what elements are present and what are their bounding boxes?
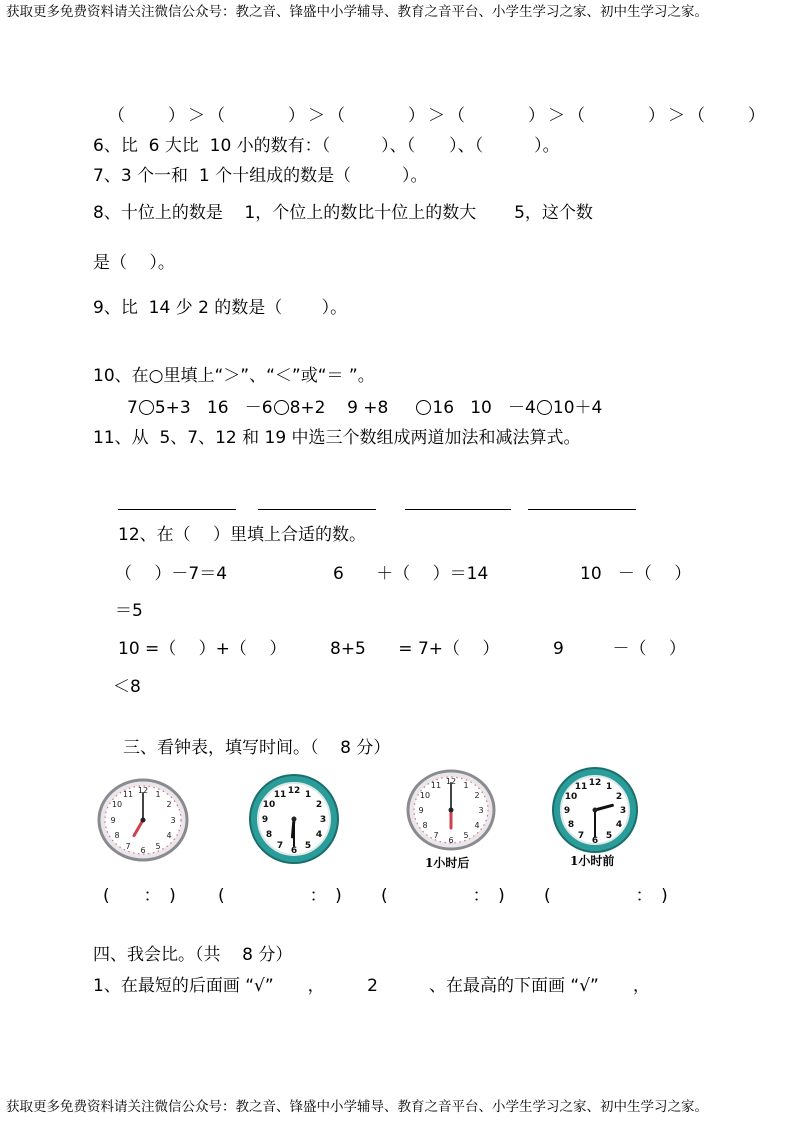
- clock-answer-4[interactable]: ( ： ): [544, 886, 668, 906]
- svg-text:11: 11: [430, 781, 442, 790]
- svg-text:1: 1: [605, 782, 613, 792]
- svg-text:6: 6: [591, 836, 599, 846]
- svg-text:2: 2: [615, 792, 623, 802]
- svg-text:7: 7: [433, 831, 439, 840]
- svg-text:7: 7: [125, 842, 131, 851]
- q12-row1-d: ＝5: [115, 601, 143, 621]
- page-header: 获取更多免费资料请关注微信公众号：教之音、锋盛中小学辅导、教育之音平台、小学生学习之家、初中生学习之家。: [6, 4, 708, 20]
- q12-row2-a: 10 =（ ）+（ ）: [118, 639, 287, 659]
- clock-4: [550, 766, 640, 854]
- question-8-line2: 是（ ）。: [93, 253, 175, 273]
- svg-text:3: 3: [619, 806, 627, 816]
- svg-text:4: 4: [474, 821, 480, 830]
- section4-title: 四、我会比。（共 8 分）: [93, 945, 293, 965]
- svg-text:4: 4: [615, 820, 623, 830]
- svg-text:1: 1: [463, 781, 469, 790]
- hour-hand: [292, 819, 294, 837]
- svg-text:8: 8: [422, 821, 428, 830]
- svg-text:1: 1: [155, 790, 161, 799]
- svg-text:5: 5: [463, 831, 469, 840]
- q12-row1-a: （ ）－7＝4: [115, 564, 228, 584]
- compare-circle[interactable]: [139, 400, 154, 415]
- svg-text:12: 12: [137, 786, 149, 795]
- compare-circle[interactable]: [274, 400, 289, 415]
- clock-answer-2[interactable]: ( ： ): [218, 886, 342, 906]
- clock-center: [292, 817, 297, 822]
- clock-center: [449, 808, 454, 813]
- svg-text:3: 3: [170, 816, 176, 825]
- svg-text:6: 6: [140, 846, 146, 855]
- question-8-line1: 8、十位上的数是 1，个位上的数比十位上的数大 5，这个数: [93, 203, 593, 223]
- order-row: （ ）＞（ ）＞（ ）＞（ ）＞（ ）＞（ ）: [108, 106, 768, 126]
- clock-center: [593, 808, 598, 813]
- svg-text:7: 7: [577, 831, 585, 841]
- q10-item: 10＋4: [552, 398, 603, 418]
- svg-text:5: 5: [155, 842, 161, 851]
- page-footer: 获取更多免费资料请关注微信公众号：教之音、锋盛中小学辅导、教育之音平台、小学生学习之家、初中生学习之家。: [6, 1099, 708, 1115]
- clock-3: [404, 768, 498, 854]
- clock-2: [246, 773, 342, 865]
- svg-text:10: 10: [111, 800, 123, 809]
- answer-line[interactable]: [405, 509, 511, 510]
- svg-text:9: 9: [261, 815, 269, 825]
- svg-text:1: 1: [304, 790, 312, 800]
- svg-text:3: 3: [319, 815, 327, 825]
- clock-3-caption: 1小时后: [425, 856, 470, 870]
- q12-row2-b: 8+5 = 7+（ ）: [330, 639, 500, 659]
- clock-center: [141, 818, 146, 823]
- q10-item: 7: [127, 398, 138, 418]
- svg-text:11: 11: [574, 782, 588, 792]
- svg-text:9: 9: [110, 816, 116, 825]
- answer-line[interactable]: [528, 509, 636, 510]
- q12-row1-b: 6 ＋（ ）＝14: [333, 564, 489, 584]
- svg-text:8: 8: [265, 830, 273, 840]
- clock-1: [95, 776, 191, 862]
- svg-text:12: 12: [588, 778, 602, 788]
- question-7: 7、3 个一和 1 个十组成的数是（ ）。: [93, 166, 428, 186]
- svg-text:12: 12: [445, 777, 457, 786]
- svg-text:4: 4: [315, 830, 323, 840]
- svg-text:3: 3: [478, 806, 484, 815]
- svg-text:9: 9: [418, 806, 424, 815]
- svg-text:8: 8: [114, 831, 120, 840]
- answer-line[interactable]: [258, 509, 376, 510]
- svg-text:7: 7: [276, 841, 284, 851]
- svg-text:11: 11: [122, 790, 134, 799]
- svg-text:2: 2: [474, 791, 480, 800]
- svg-text:10: 10: [419, 791, 431, 800]
- q10-item: 16 10 －4: [432, 398, 536, 418]
- q12-row1-c: 10 －（ ）: [580, 564, 692, 584]
- q10-item: 5+3 16 －6: [154, 398, 273, 418]
- compare-circle[interactable]: [537, 400, 552, 415]
- answer-line[interactable]: [118, 509, 236, 510]
- svg-text:5: 5: [304, 841, 312, 851]
- clock-4-caption: 1小时前: [570, 854, 615, 868]
- svg-text:12: 12: [287, 786, 301, 796]
- svg-text:4: 4: [166, 831, 172, 840]
- svg-text:11: 11: [273, 790, 287, 800]
- question-11: 11、从 5、7、12 和 19 中选三个数组成两道加法和减法算式。: [93, 428, 581, 448]
- section4-q1: 1、在最短的后面画 “√” ， 2 、在最高的下面画 “√” ，: [93, 976, 650, 996]
- clock-answer-1[interactable]: ( ： ): [103, 886, 176, 906]
- svg-text:8: 8: [567, 820, 575, 830]
- question-12: 12、在（ ）里填上合适的数。: [118, 525, 367, 545]
- q12-row2-c: 9 －（ ）: [553, 639, 686, 659]
- svg-text:10: 10: [564, 792, 578, 802]
- question-9: 9、比 14 少 2 的数是（ ）。: [93, 298, 348, 318]
- svg-text:2: 2: [315, 800, 323, 810]
- section3-title: 三、看钟表，填写时间。（ 8 分）: [123, 738, 391, 758]
- svg-text:9: 9: [563, 806, 571, 816]
- svg-text:6: 6: [290, 846, 298, 856]
- clock-answer-3[interactable]: ( ： ): [381, 886, 505, 906]
- svg-text:6: 6: [448, 836, 454, 845]
- svg-text:2: 2: [166, 800, 172, 809]
- svg-text:10: 10: [262, 800, 276, 810]
- q10-item: 8+2 9 +8: [289, 398, 416, 418]
- q12-row2-d: ＜8: [113, 677, 141, 697]
- svg-text:5: 5: [605, 831, 613, 841]
- compare-circle[interactable]: [416, 400, 431, 415]
- question-6: 6、比 6 大比 10 小的数有：（ ）、（ ）、（ ）。: [93, 136, 560, 156]
- question-10-items: [127, 400, 602, 417]
- question-10: 10、在○里填上“＞”、“＜”或“＝ ”。: [93, 366, 375, 386]
